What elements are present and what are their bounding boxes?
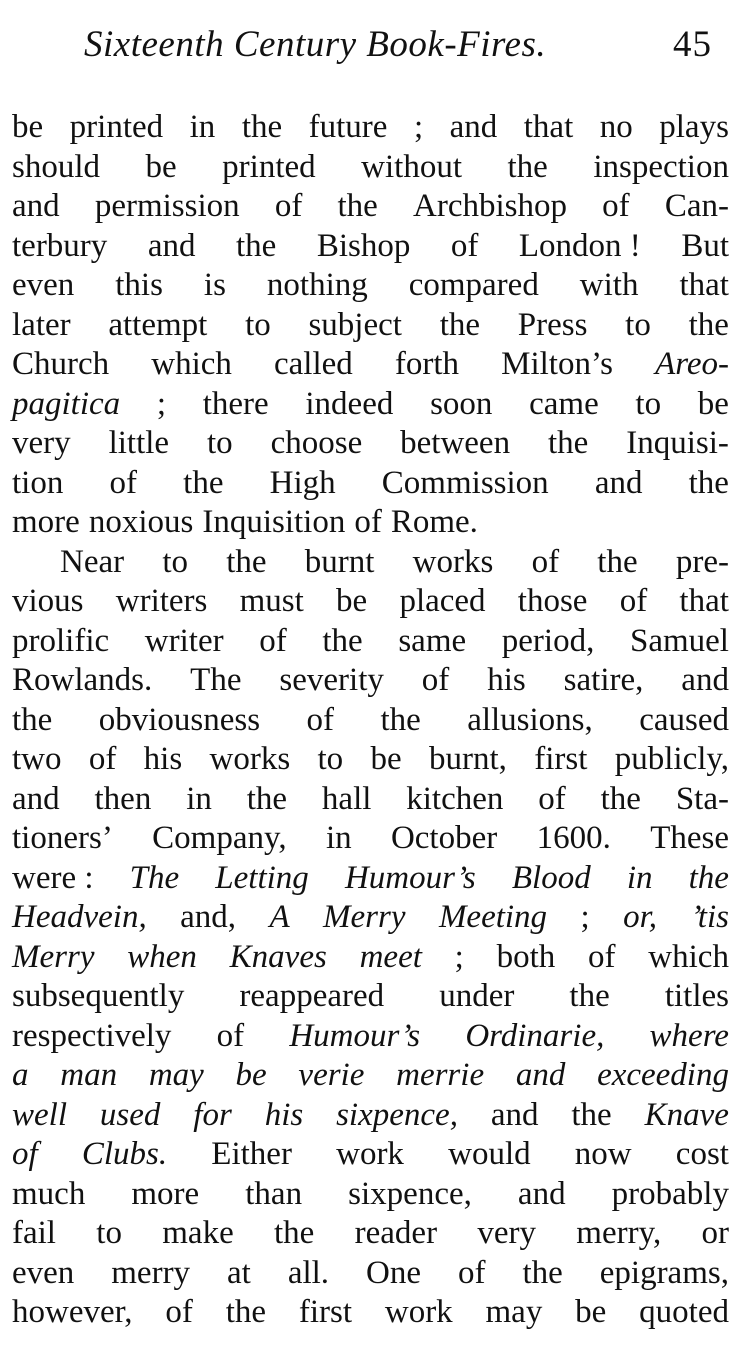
word: when [127,938,197,975]
word: and [490,1096,539,1133]
word: of [450,227,479,264]
word: ; [580,899,590,935]
word: and [12,780,60,817]
word: exceeding [597,1057,729,1093]
text-line [12,1293,729,1333]
word: A [269,899,290,935]
text-line [12,859,729,899]
word: or, [623,899,658,935]
word: more [12,504,80,540]
word: Inquisition [202,504,346,540]
word: the [322,622,363,659]
word: reader [354,1215,438,1251]
word: the [522,1254,563,1291]
word: of [602,188,630,224]
word: High [269,464,336,501]
word: the [571,1096,612,1133]
word: of [274,188,303,224]
word: Merry [323,899,406,935]
word: permission [94,188,240,224]
word: merry [111,1254,191,1291]
word: meet [359,938,422,975]
word: fail [12,1215,56,1251]
word: burnt [304,543,375,580]
word: prolific [12,622,110,659]
text-line [12,187,729,227]
word: The [190,662,242,698]
word: These [650,820,729,856]
word: merrie [396,1057,485,1093]
word: the [507,148,548,185]
word: epigrams, [599,1254,729,1291]
word: probably [611,1175,729,1212]
text-line [12,424,729,464]
word: noxious [88,504,194,540]
text-line [12,780,729,820]
text-line [12,740,729,780]
word: of [354,504,382,540]
word: ’tis [690,899,729,935]
word: be [575,1294,607,1330]
word: be [235,1057,267,1093]
word: Samuel [629,622,729,659]
word: Can- [664,188,729,224]
word: burnt, [428,741,507,777]
word: a [12,1057,29,1093]
text-line [12,1135,729,1175]
word: titles [664,978,729,1014]
word: Areo- [655,346,729,382]
word: of [588,938,616,975]
word: is [203,267,226,303]
word: then [94,780,152,817]
word: and, [180,899,237,935]
word: future [308,109,388,145]
word: publicly, [614,741,729,777]
word: of [12,1136,38,1172]
word: sixpence, [336,1096,458,1133]
text-line [12,1214,729,1254]
text-line [12,345,729,385]
word: period, [501,622,595,659]
word: the [226,543,267,580]
word: the [597,543,638,580]
word: Meeting [438,899,548,935]
word: that [679,267,729,303]
text-line [12,1175,729,1215]
word: and [12,188,60,224]
text-line [12,543,729,583]
word: Near [60,543,125,580]
text-line [12,1254,729,1294]
word: his [264,1096,304,1133]
word: forth [394,346,460,382]
word: even [12,1254,75,1291]
word: Blood [511,859,591,896]
word: man [60,1057,118,1093]
word: Headvein, [12,899,147,935]
word: that [523,109,574,145]
word: with [579,267,639,303]
word: Knave [644,1096,729,1133]
word: severity [279,662,384,698]
word: works [412,543,494,580]
word: than [245,1175,303,1212]
word: same [398,622,467,659]
word: satire, [563,662,644,698]
word: came [529,385,599,422]
word: But [681,227,729,264]
word: and [594,464,643,501]
word: in [626,859,653,896]
word: kitchen [406,780,504,817]
word: called [274,346,353,382]
word: Merry [12,938,95,975]
word: October [390,820,498,856]
word: for [193,1096,232,1133]
word: verie [298,1057,365,1093]
word: Clubs. [81,1136,168,1172]
text-line [12,701,729,741]
word: nothing [266,267,368,303]
word: Press [517,306,588,343]
word: where [649,1017,729,1054]
word: the [337,188,378,224]
word: indeed [305,385,394,422]
word: ; [454,938,464,975]
text-line [12,977,729,1017]
word: printed [222,148,316,185]
running-title: Sixteenth Century Book-Fires. [84,24,547,65]
word: be [370,741,402,777]
word: Church [12,346,110,382]
word: very [12,425,71,461]
word: the [183,464,224,501]
word: later [12,306,71,343]
word: Ordinarie, [465,1017,605,1054]
word: be [336,583,368,619]
word: allusions, [467,701,593,738]
text-line [12,1017,729,1057]
text-line [12,582,729,622]
word: to [245,306,271,343]
word: hall [321,780,372,817]
word: both [496,938,556,975]
word: Rome. [390,504,478,540]
word: and [681,662,729,698]
word: work [336,1136,404,1172]
word: to [206,425,233,461]
text-line [12,227,729,267]
word: of [619,583,648,619]
word: of [306,701,335,738]
word: Inquisi- [626,425,729,461]
word: ; [156,385,167,422]
word: may [485,1294,543,1330]
word: much [12,1175,86,1212]
word: Humour’s [344,859,476,896]
word: caused [639,701,729,738]
word: between [400,425,511,461]
word: writers [115,583,208,619]
body-text [12,108,729,1333]
word: must [239,583,304,619]
word: Milton’s [501,346,613,382]
word: his [487,662,526,698]
word: the [688,464,729,501]
word: Bishop [316,227,411,264]
word: merry, [576,1215,662,1251]
word: this [115,267,163,303]
word: writer [144,622,224,659]
text-line [12,266,729,306]
word: 1600. [536,820,611,856]
word: the [235,227,277,264]
word: first [298,1294,353,1330]
word: terbury [12,227,108,264]
word: no [599,109,633,145]
word: all. [287,1254,330,1291]
word: which [648,938,729,975]
word: of [531,543,560,580]
word: first [534,741,588,777]
word: Sta- [675,780,729,817]
word: of [109,464,137,501]
word: subsequently [12,978,185,1014]
word: be [145,148,177,185]
word: the [688,306,729,343]
word: and [147,227,196,264]
word: to [635,385,662,422]
word: Knaves [229,938,327,975]
text-line [12,108,729,148]
text-line [12,1056,729,1096]
word: be [12,109,44,145]
word: were : [12,859,94,896]
word: compared [408,267,539,303]
text-line [12,385,729,425]
text-line [12,1096,729,1136]
word: there [202,385,269,422]
word: the [225,1294,267,1330]
word: of [165,1294,193,1330]
word: in [325,820,352,856]
word: well [12,1096,67,1133]
word: cost [675,1136,729,1172]
text-line [12,503,729,543]
word: or [701,1215,729,1251]
word: Letting [215,859,309,896]
word: respectively [12,1017,172,1054]
word: little [108,425,170,461]
word: of [216,1017,245,1054]
word: Rowlands. [12,662,153,698]
text-line [12,622,729,662]
word: those [517,583,588,619]
word: the [688,859,729,896]
word: London ! [518,227,641,264]
word: the [246,780,288,817]
word: obviousness [98,701,261,738]
word: may [148,1057,204,1093]
word: Commission [381,464,549,501]
word: reappeared [239,978,385,1014]
word: should [12,148,101,185]
word: the [12,701,53,738]
word: choose [270,425,363,461]
word: the [241,109,283,145]
word: without [361,148,462,185]
word: of [259,622,287,659]
word: subject [308,306,402,343]
word: and [515,1057,566,1093]
word: the [548,425,589,461]
word: the [274,1215,315,1251]
word: tioners’ [12,820,113,856]
word: pre- [675,543,729,580]
word: attempt [108,306,208,343]
word: his [143,741,183,777]
word: in [189,109,216,145]
word: the [600,780,641,817]
text-line [12,819,729,859]
word: two [12,741,62,777]
word: that [679,583,729,619]
word: Archbishop [413,188,567,224]
text-line [12,938,729,978]
word: very [477,1215,536,1251]
word: soon [430,385,493,422]
word: tion [12,464,64,501]
word: The [129,859,180,896]
word: Either [211,1136,292,1172]
text-line [12,661,729,701]
word: to [625,306,651,343]
word: more [131,1175,200,1212]
word: to [317,741,344,777]
text-line [12,464,729,504]
text-line [12,306,729,346]
text-line [12,898,729,938]
word: even [12,267,75,303]
word: of [88,741,117,777]
word: in [186,780,212,817]
word: One [366,1254,422,1291]
word: and [517,1175,566,1212]
word: be [697,385,729,422]
word: under [439,978,515,1014]
word: however, [12,1294,133,1330]
word: Humour’s [289,1017,421,1054]
word: the [569,978,610,1014]
word: make [162,1215,234,1251]
word: at [227,1254,251,1291]
text-line [12,148,729,188]
word: quoted [639,1294,729,1330]
word: placed [399,583,486,619]
word: and [449,109,498,145]
word: Company, [152,820,287,856]
word: ; [413,109,424,145]
word: to [162,543,189,580]
word: inspection [593,148,729,185]
word: sixpence, [348,1175,472,1212]
page-number: 45 [673,24,712,65]
word: vious [12,583,84,619]
word: used [99,1096,161,1133]
word: now [574,1136,632,1172]
word: the [439,306,481,343]
word: the [380,701,421,738]
running-head [84,22,712,68]
word: plays [659,109,729,145]
word: of [538,780,566,817]
word: pagitica [12,385,121,422]
word: printed [69,109,164,145]
word: which [151,346,232,382]
word: would [448,1136,531,1172]
word: to [96,1215,122,1251]
word: works [209,741,291,777]
word: of [421,662,450,698]
word: work [384,1294,453,1330]
word: of [457,1254,486,1291]
